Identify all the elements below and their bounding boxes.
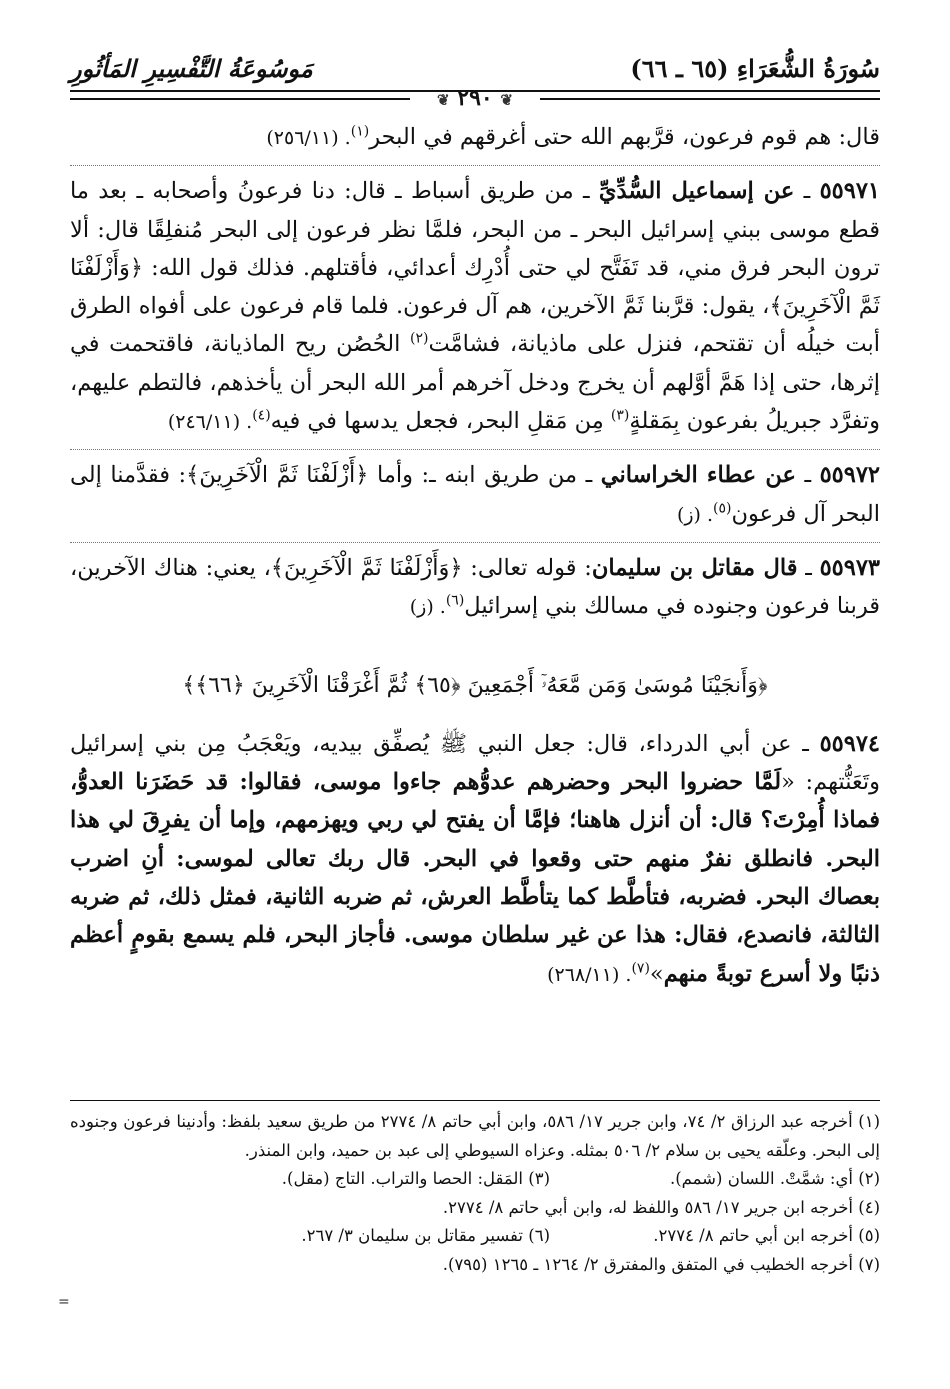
page-number-row <box>70 85 880 111</box>
footnote-marker: (٧) <box>631 960 650 977</box>
footnote-marker: (٥) <box>713 500 732 517</box>
narration-55974 <box>70 725 880 994</box>
volume-reference: . (٢٤٦/١١) <box>167 411 253 434</box>
quran-verse-heading: ﴿وَأَنجَيْنَا مُوسَىٰ وَمَن مَّعَهُۥٓ أَجْمَعِينَ ﴿٦٥﴾ ثُمَّ أَغْرَقْنَا الْآخَرِينَ ﴿٦٦﴾﴾ <box>182 672 768 698</box>
footnote-marker: (٤) <box>252 407 271 424</box>
page-number-rule-right <box>540 98 880 100</box>
margin-mark: = <box>58 1294 70 1310</box>
book-title: مَوسُوعَةُ التَّفْسِيرِ المَأثُورِ <box>70 54 313 83</box>
narration-number: ٥٥٩٧١ <box>819 178 880 205</box>
footnote-marker: (١) <box>350 123 370 140</box>
page-number-value: ٢٩٠ <box>457 85 493 111</box>
narration-55972 <box>70 456 880 543</box>
ornament-icon: ❦ <box>500 91 513 109</box>
volume-reference: . (ز) <box>409 596 446 619</box>
narrator: عن إسماعيل السُّدِّيِّ <box>598 178 795 205</box>
footnote-marker: (٢) <box>410 330 429 347</box>
narration-55971 <box>70 172 880 450</box>
narration-text: ـ من طريق أسباط ـ قال: دنا فرعونُ وأصحابه ـ بعد ما قطع موسى ببني إسرائيل البحر ـ من البحر، فلمَّا نظر فرعون إلى البحر مُنفلِقًا قال: ألا ترون البحر فرق مني، قد تَفَتَّح لي حتى أُدْرِك أعدائي، فأقتلهم. فذلك قول الله: ﴿وَأَزْلَفْنَا ثَمَّ الْآخَرِينَ﴾، يقول: قرَّبنا ثَمَّ الآخرين، هم آل فرعون. فلما قام فرعون على أفواه الطرق أبت خيلُه أن تقتحم، فنزل على ماذيانة، فشامَّت <box>70 178 881 358</box>
footnote-4: (٤) أخرجه ابن جرير ١٧/ ٥٨٦ واللفظ له، وابن أبي حاتم ٨/ ٢٧٧٤. <box>442 1197 880 1217</box>
footnote-1: (١) أخرجه عبد الرزاق ٢/ ٧٤، وابن جرير ١٧/ ٥٨٦، وابن أبي حاتم ٨/ ٢٧٧٤ من طريق سعيد بلفظ: وأدنينا فرعون وجنوده إلى البحر. وعلّقه يحيى بن سلام ٢/ ٥٠٦ بمثله. وعزاه السيوطي إلى عبد بن حميد، وابن المنذر. <box>70 1112 880 1160</box>
footnote-7: (٧) أخرجه الخطيب في المتفق والمفترق ٢/ ١٢٦٤ ـ ١٢٦٥ (٧٩٥). <box>442 1254 880 1274</box>
footnote-divider <box>70 1100 880 1101</box>
footnote-marker: (٦) <box>445 592 465 609</box>
paragraph-text: قال: هم قوم فرعون، قرَّبهم الله حتى أغرقهم في البحر <box>369 124 880 150</box>
volume-reference: . (٢٦٨/١١) <box>547 963 632 986</box>
narration-text: ـ عن أبي الدرداء، قال: جعل النبي ﷺ يُصفِّق بيديه، ويَعْجَبُ مِن بني إسرائيل وتَعَنُّتهم: « <box>70 730 880 796</box>
main-text <box>70 118 880 994</box>
narration-text: الحُصُن ريح الماذيانة، فاقتحمت في إثرها، حتى إذا هَمَّ أوَّلهم أن يخرج ودخل آخرهم أمر الله البحر أن يأخذهم، فالتطم عليهم، وتفرَّد جبريلُ بفرعون بِمَقلةٍ <box>70 331 880 435</box>
page-number <box>410 85 540 111</box>
footnote-3: (٣) المَقل: الحصا والتراب. التاج (مقل). <box>281 1169 550 1188</box>
page-number-rule-left <box>70 98 410 100</box>
footnote-row <box>70 1222 880 1251</box>
continuation-paragraph <box>70 118 880 166</box>
footnote-5: (٥) أخرجه ابن أبي حاتم ٨/ ٢٧٧٤. <box>653 1226 880 1245</box>
narration-text: : قوله تعالى: ﴿وَأَزْلَفْنَا ثَمَّ الْآخَرِينَ﴾، يعني: هناك الآخرين، قربنا فرعون وجنوده في مسالك بني إسرائيل <box>70 554 880 620</box>
separator: ـ <box>795 462 820 489</box>
narration-55973 <box>70 549 880 627</box>
footnotes <box>70 1108 880 1279</box>
volume-reference: . (ز) <box>676 503 714 526</box>
separator: ـ <box>794 178 820 205</box>
narration-number: ٥٥٩٧٣ <box>819 554 880 581</box>
ornament-icon: ❦ <box>437 91 450 109</box>
narration-number: ٥٥٩٧٤ <box>819 730 880 757</box>
footnote-6: (٦) تفسير مقاتل بن سليمان ٣/ ٢٦٧. <box>301 1226 550 1245</box>
quote-close: » <box>649 960 664 987</box>
footnote-row <box>70 1165 880 1194</box>
hadith-text: لَمَّا حضروا البحر وحضرهم عدوُّهم جاءوا موسى، فقالوا: قد حَضَرَنا العدوُّ، فماذا أُمِرْتَ؟ قال: أن أنزل هاهنا؛ فإمَّا أن يفتح لي ربي ويهزمهم، وإما أن يفرِقَ لي هذا البحر. فانطلق نفرٌ منهم حتى وقعوا في البحر. قال ربك تعالى لموسى: أنِ اضرب بعصاك البحر. فضربه، فتأطَّط كما يتأطَّط العرش، ثم ضربه الثانية، فمثل ذلك، ثم ضربه الثالثة، فانصدع، فقال: هذا عن غير سلطان موسى. فأجاز البحر، فلم يسمع بقومٍ أعظم ذنبًا ولا أسرع توبةً منهم <box>70 769 880 987</box>
volume-reference: . (٢٥٦/١١) <box>266 127 351 149</box>
separator: ـ <box>797 554 820 581</box>
narration-number: ٥٥٩٧٢ <box>819 462 881 489</box>
narrator: عن عطاء الخراساني <box>600 462 796 489</box>
narration-text: مِن مَقلِ البحر، فجعل يدسها في فيه <box>270 408 611 435</box>
narrator: قال مقاتل بن سليمان <box>591 554 798 581</box>
surah-title: سُورَةُ الشُّعَرَاءِ (٦٥ ـ ٦٦) <box>630 54 880 83</box>
footnote-marker: (٣) <box>610 407 630 424</box>
footnote-2: (٢) أي: شمَّتْ. اللسان (شمم). <box>669 1169 880 1188</box>
narration-text: ـ من طريق ابنه ـ: وأما ﴿أَزْلَفْنَا ثَمَّ الْآخَرِينَ﴾: فقدَّمنا إلى البحر آل فرعون <box>70 462 880 527</box>
